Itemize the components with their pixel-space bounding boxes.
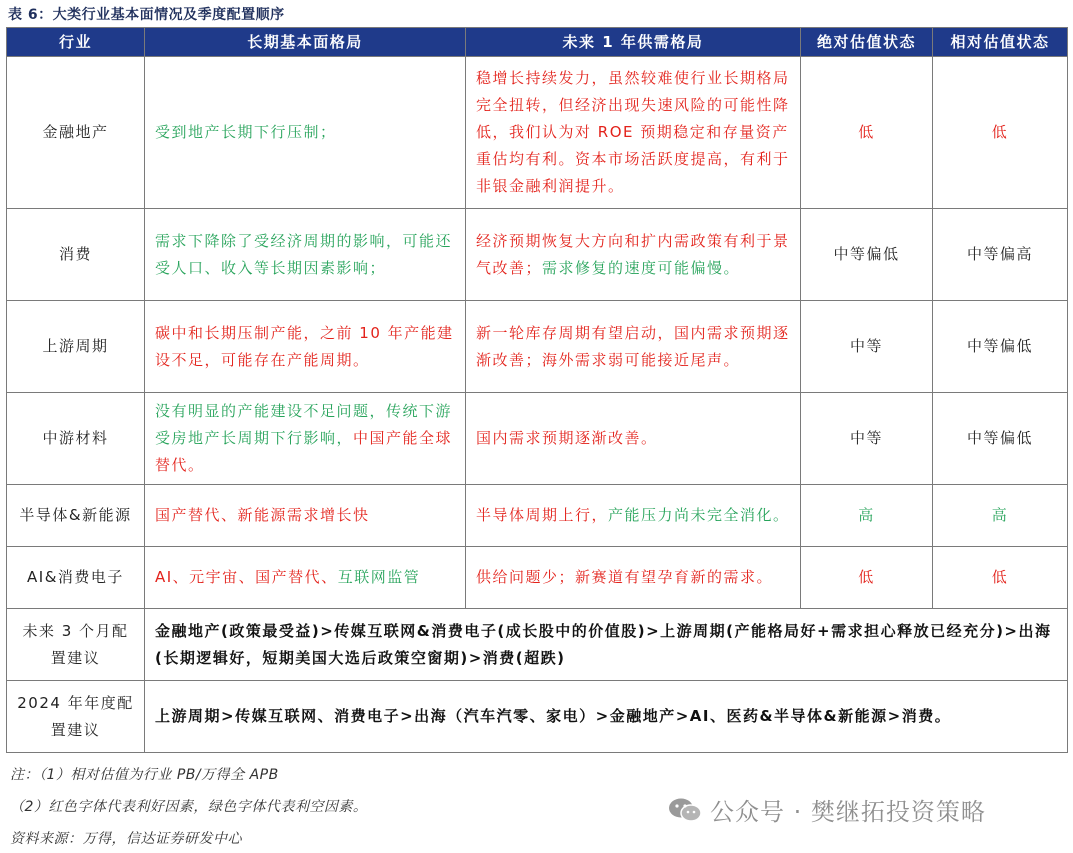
longterm-cell (145, 57, 466, 209)
valuation-text: 低 (991, 568, 1009, 586)
text-segment: 供给问题少；新赛道有望孕育新的需求。 (476, 568, 774, 586)
longterm-cell (145, 547, 466, 609)
wechat-icon (668, 797, 702, 823)
industry-cell: 消费 (7, 209, 145, 301)
text-segment: 新一轮库存周期有望启动，国内需求预期逐渐改善；海外需求弱可能接近尾声。 (476, 323, 790, 369)
table-row (7, 301, 1068, 393)
header-abs-valuation: 绝对估值状态 (801, 28, 933, 57)
table-header-row (7, 28, 1068, 57)
rel-valuation-cell (933, 485, 1068, 547)
config-text: 金融地产(政策最受益)>传媒互联网&消费电子(成长股中的价值股)>上游周期(产能格局好+需求担心释放已经充分)>出海(长期逻辑好，短期美国大选后政策空窗期)>消费(超跌) (145, 609, 1068, 681)
abs-valuation-cell (801, 547, 933, 609)
config-row (7, 681, 1068, 753)
config-label: 未来 3 个月配置建议 (7, 609, 145, 681)
valuation-text: 中等偏低 (966, 429, 1033, 447)
supply-cell (466, 301, 801, 393)
text-segment: 碳中和长期压制产能，之前 10 年产能建设不足，可能存在产能周期。 (155, 323, 454, 369)
abs-valuation-cell (801, 209, 933, 301)
text-segment: 稳增长持续发力，虽然较难使行业长期格局完全扭转，但经济出现失速风险的可能性降低，我们认为对 ROE 预期稳定和存量资产重估均有利。资本市场活跃度提高，有利于非银金融利润提升。 (476, 69, 790, 195)
rel-valuation-cell (933, 547, 1068, 609)
valuation-text: 中等 (849, 429, 883, 447)
valuation-text: 中等偏高 (966, 245, 1033, 263)
valuation-text: 高 (858, 506, 875, 524)
supply-cell (466, 485, 801, 547)
header-industry: 行业 (7, 28, 145, 57)
text-segment: 需求下降除了受经济周期的影响，可能还受人口、收入等长期因素影响； (155, 231, 453, 277)
industry-cell: 金融地产 (7, 57, 145, 209)
text-segment: 产能压力尚未完全消化。 (608, 506, 790, 524)
longterm-cell (145, 485, 466, 547)
text-segment: 国产替代、新能源需求增长快 (155, 506, 370, 524)
watermark (668, 792, 986, 827)
valuation-text: 高 (991, 506, 1009, 524)
text-segment: 没有明显的产能建设不足问题，传统下游受房地产长周期下行影响， (155, 402, 453, 447)
text-segment: 国内需求预期逐渐改善。 (476, 429, 658, 447)
rel-valuation-cell (933, 57, 1068, 209)
industry-cell: 中游材料 (7, 393, 145, 485)
text-segment: 半导体周期上行， (476, 506, 609, 524)
industry-table (6, 27, 1068, 753)
abs-valuation-cell (801, 301, 933, 393)
valuation-text: 低 (858, 123, 875, 141)
table-row (7, 547, 1068, 609)
valuation-text: 中等偏低 (966, 337, 1033, 355)
rel-valuation-cell (933, 301, 1068, 393)
abs-valuation-cell (801, 485, 933, 547)
header-rel-valuation: 相对估值状态 (933, 28, 1068, 57)
config-text: 上游周期>传媒互联网、消费电子>出海（汽车汽零、家电）>金融地产>AI、医药&半导体&新能源>消费。 (145, 681, 1068, 753)
note-2: （2）红色字体代表利好因素，绿色字体代表利空因素。 (10, 799, 368, 815)
table-caption: 表 6：大类行业基本面情况及季度配置顺序 (8, 7, 285, 23)
longterm-cell (145, 209, 466, 301)
supply-cell (466, 547, 801, 609)
text-segment: 受到地产长期下行压制； (155, 123, 337, 141)
longterm-cell (145, 301, 466, 393)
rel-valuation-cell (933, 393, 1068, 485)
industry-cell: AI&消费电子 (7, 547, 145, 609)
watermark-text: 公众号 · 樊继拓投资策略 (710, 798, 986, 826)
text-segment: 互联网监管 (337, 568, 421, 586)
table-row (7, 485, 1068, 547)
note-1: 注：（1）相对估值为行业 PB/万得全 APB (10, 767, 279, 783)
abs-valuation-cell (801, 57, 933, 209)
source-note: 资料来源：万得，信达证券研发中心 (10, 831, 242, 847)
table-row (7, 209, 1068, 301)
supply-cell (466, 57, 801, 209)
config-row (7, 609, 1068, 681)
config-label: 2024 年年度配置建议 (7, 681, 145, 753)
valuation-text: 中等偏低 (833, 245, 900, 263)
valuation-text: 中等 (849, 337, 883, 355)
industry-cell: 半导体&新能源 (7, 485, 145, 547)
text-segment: 需求修复的速度可能偏慢。 (542, 258, 741, 277)
supply-cell (466, 209, 801, 301)
text-segment: 中国产能全球替代。 (155, 429, 453, 474)
table-row (7, 393, 1068, 485)
header-longterm: 长期基本面格局 (145, 28, 466, 57)
longterm-cell (145, 393, 466, 485)
header-supply: 未来 1 年供需格局 (466, 28, 801, 57)
text-segment: AI、元宇宙、国产替代、 (155, 568, 338, 586)
rel-valuation-cell (933, 209, 1068, 301)
valuation-text: 低 (991, 123, 1009, 141)
industry-cell: 上游周期 (7, 301, 145, 393)
supply-cell (466, 393, 801, 485)
valuation-text: 低 (858, 568, 875, 586)
abs-valuation-cell (801, 393, 933, 485)
text-segment: 经济预期恢复大方向和扩内需政策有利于景气改善； (476, 231, 790, 277)
table-row (7, 57, 1068, 209)
